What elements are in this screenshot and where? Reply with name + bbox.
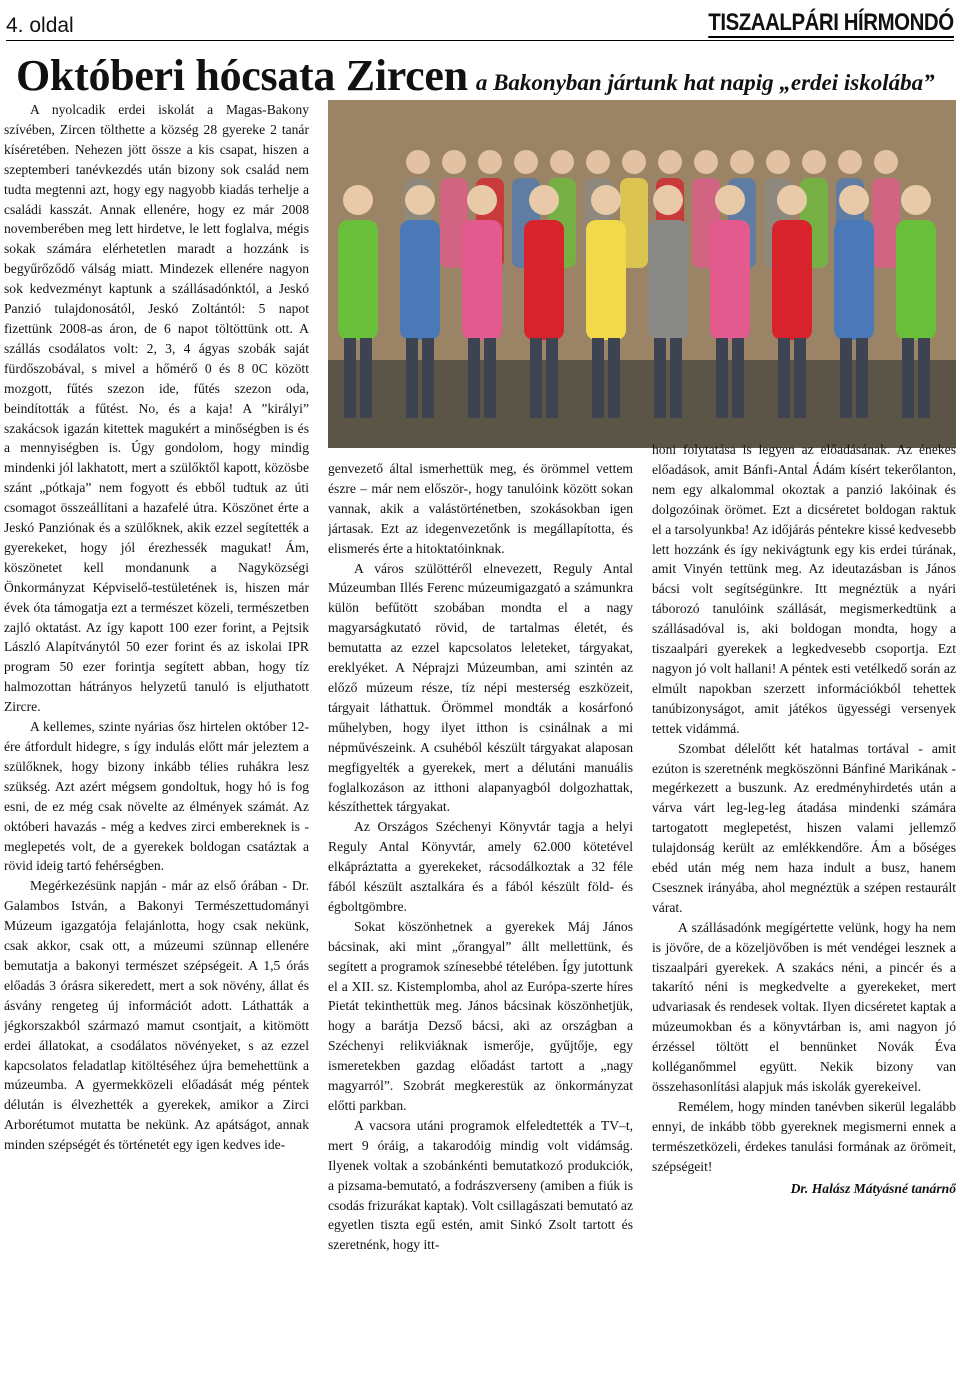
child-leg: [484, 338, 496, 418]
child-head: [694, 150, 718, 174]
child-figure: [896, 220, 936, 340]
article-title: Októberi hócsata Zircen: [16, 51, 468, 100]
child-head: [839, 185, 869, 215]
author-signature: Dr. Halász Mátyásné tanárnő: [790, 1180, 956, 1196]
newspaper-masthead: TISZAALPÁRI HÍRMONDÓ: [708, 9, 954, 36]
child-leg: [654, 338, 666, 418]
paragraph: Az Országos Széchenyi Könyvtár tagja a helyi Reguly Antal Könyvtár, amely 62.000 kötetével elkápráztatta a gyerekeket, rácsodálkoztak a 32 féle fából készült asztalkára és a fából készült föld- és égboltgömbre.: [328, 819, 633, 914]
paragraph: A kellemes, szinte nyárias ősz hirtelen október 12-ére átfordult hidegre, s így indulás előtt már jeleztem a szülőknek, hogy bizony inkább télies ruhákra lesz szükség. Azt azért mégsem gondoltuk, hogy hó is fog esni, de ez még csak növelte az élmények számát. Az októberi havazás - még a kedves zirci embereknek is - meglepetés volt, de a gyerekek boldogan csatáztak a rövid ideig tartó fehérségben.: [4, 719, 309, 874]
page-number: 4. oldal: [6, 14, 74, 37]
child-head: [550, 150, 574, 174]
child-head: [478, 150, 502, 174]
child-head: [715, 185, 745, 215]
paragraph: A vacsora utáni programok elfeledtették a TV–t, mert 9 óráig, a takarodóig mindig volt vidámság. Ilyenek voltak a szobánkénti bemutatkozó produkciók, a pizsama-bemutató, a fodrászverseny (amiben a fiúk is csodás frizurákat kaptak). Volt csillagászati bemutató az egyetlen tiszta egű estén, amit Sinkó Zsolt tartott és szeretnénk, hogy itt-: [328, 1117, 633, 1253]
child-head: [766, 150, 790, 174]
child-head: [802, 150, 826, 174]
child-head: [529, 185, 559, 215]
child-leg: [794, 338, 806, 418]
child-leg: [422, 338, 434, 418]
child-head: [514, 150, 538, 174]
paragraph: honi folytatása is legyen az előadásának. Az énekes előadások, amit Bánfi-Antal Ádám kísért tekerőlanton, nem egy alkalommal okoztak a panzió lakóinak és dolgozóinak örömet. Ezt a dicséretet boldogan raktuk el a tarsolyunkba! Az időjárás péntekre kissé kedvesebb lett hozzánk és így nekivágtunk egy kis erdei túrának, amit Vinyén tettünk meg. Az ideutazásban is János bácsi volt segítségünkre. Itt megnéztük a nyári táborozó tanulóink szállását, megismerkedtünk a szállásadóval is, aki boldogan mondta, hogy a tiszaalpári gyerekek a legkedvesebb csoportja. Ezt nagyon jó volt hallani! A péntek esti vetélkedő során az elmúlt napokban szerzett információkból tehettek tanúbizonyságot, amit játékos ügyességi versenyek tettek vidámmá.: [652, 442, 956, 736]
child-leg: [918, 338, 930, 418]
article-subtitle: a Bakonyban jártunk hat napig „erdei iskolába”: [475, 70, 935, 95]
child-figure: [400, 220, 440, 340]
child-head: [874, 150, 898, 174]
article-column-2: [328, 459, 633, 1396]
article-headline: [16, 50, 956, 101]
paragraph: Sokat köszönhetnek a gyerekek Máj János bácsinak, aki mint „őrangyal” állt mellettünk, és segített a programok színesebbé tételében. Így jutottunk el a XII. sz. Kistemplomba, ahol az Európa-szerte híres Pietát tekinthettük meg. János bácsinak köszönhetjük, hogy a barátja Dezső bácsi, aki az országban a Széchenyi relikviáknak ismerője, gyűjtője, egy ismeretekben gazdag előadást tartott a „nagy magyarról”. Szobrát megkerestük az önkormányzat előtti parkban.: [328, 918, 633, 1113]
child-head: [442, 150, 466, 174]
article-column-3: [652, 440, 956, 1396]
child-leg: [608, 338, 620, 418]
child-leg: [840, 338, 852, 418]
article-column-1: [4, 100, 309, 1396]
child-head: [467, 185, 497, 215]
child-head: [343, 185, 373, 215]
child-leg: [856, 338, 868, 418]
child-leg: [902, 338, 914, 418]
child-head: [591, 185, 621, 215]
child-figure: [524, 220, 564, 340]
child-head: [622, 150, 646, 174]
child-head: [406, 150, 430, 174]
child-figure: [710, 220, 750, 340]
page-header: [6, 10, 954, 41]
group-photo: [328, 100, 956, 448]
child-head: [586, 150, 610, 174]
paragraph: A szállásadónk megígértette velünk, hogy ha nem is jövőre, de a közeljövőben is mét vendégei lesznek a tiszaalpári gyerekek. A szakács néni, a pincér és a takarító néni is megkedvelte a gyerekeket, mert udvariasak és rendesek voltak. Ilyen dicséretet kaptak a múzeumokban és a könyvtárban is, ami nagyon jó érzéssel töltött el bennünket Novák Éva kolléganőmmel együtt. Nekik bizony van összehasonlítási alapjuk más iskolák gyerekeivel.: [652, 919, 956, 1094]
child-figure: [338, 220, 378, 340]
child-head: [777, 185, 807, 215]
child-leg: [344, 338, 356, 418]
child-figure: [834, 220, 874, 340]
child-leg: [468, 338, 480, 418]
child-head: [405, 185, 435, 215]
child-leg: [546, 338, 558, 418]
paragraph: A város szülöttéről elnevezett, Reguly Antal Múzeumban Illés Ferenc múzeumigazgató a számunkra külön befűtött szobában mondta el a nagy magyarságkutató rövid, de tartalmas életét, és bemutatta az ezzel kapcsolatos leleteket, tárgyakat, ereklyéket. A Néprajzi Múzeumban, ami szintén az előző múzeum része, tíz népi mesterség eszközeit, tárgyait láthattuk. Örömmel mondták a kosárfonó műhelyben, hogy ilyet itthon is csinálnak a mi népművészeink. A csuhéból készült tárgyakat alaposan megfigyelték a gyerekek, mert a délutáni manuális foglalkozáson az itthoni alapanyagból dolgozhattak, készíthettek tárgyakat.: [328, 560, 633, 815]
child-figure: [462, 220, 502, 340]
paragraph: genvezető által ismerhettük meg, és örömmel vettem észre – már nem először-, hogy tanulóink között sokan vannak, akik a valástörténetben, szokásokban igen jártasak. Ezt az idegenvezetőnk is megállapította, és elismerés érte a hitoktatóinknak.: [328, 461, 633, 556]
child-figure: [586, 220, 626, 340]
child-leg: [716, 338, 728, 418]
child-head: [653, 185, 683, 215]
child-leg: [670, 338, 682, 418]
child-head: [901, 185, 931, 215]
child-figure: [772, 220, 812, 340]
child-head: [838, 150, 862, 174]
children-group-photo-illustration: [328, 100, 956, 448]
child-leg: [732, 338, 744, 418]
child-leg: [778, 338, 790, 418]
paragraph: Szombat délelőtt két hatalmas tortával - amit ezúton is szeretnénk megköszönni Bánfiné Marikának - megérkezett a buszunk. Az eredményhirdetés után a várva várt leg-leg-leg átadása mindenki számára tartogatott meglepetést, hiszen valami jellemző tulajdonság került az emlékkendőre. Ám a bőséges ebéd után még nem haza indult a busz, hanem Csesznek irányába, ahol megnéztük a szépen restaurált várat.: [652, 740, 956, 915]
child-figure: [648, 220, 688, 340]
child-head: [730, 150, 754, 174]
paragraph: A nyolcadik erdei iskolát a Magas-Bakony szívében, Zircen tölthette a község 28 gyereke 2 tanár kíséretében. Nehezen jött össze a kis csapat, hiszen a szeptemberi tanévkezdés után bizony sok család nem tudta megtenni azt, hogy egy nagyobb kiadás terhelje a családi kasszát. Annak ellenére, hogy ez már 2008 novemberében meg lett hirdetve, le lett foglalva, mégis sokak számára elérhetetlen maradt a hozzánk is begyűrőződő válság miatt. Mindezek ellenére nagyon sok kedvezményt kaptunk a szállásadónktól, a Jeskó Panzió tulajdonosától, Jeskó Zoltántól: 5 napot fizettünk 2008-as áron, de 6 napot töltöttünk ott. A szállás csodálatos volt: 2, 3, 4 ágyas szobák saját fürdőszobával, s mivel a hőmérő 0 és 8 0C között mozgott, fűtés szezon ide, fűtés szezon oda, beindították a fűtést. No, és a kaja! A ”királyi” szakácsok igazán kitettek magukért a minőségben is és a mennyiségben is. Úgy gondolom, hogy mindig mindenki jól lakhatott, mert a szülőktől kapott, közösbe szánt „pótkaja” nem fogyott és ebből tudtuk az úti csomagot összeállítani a hazafelé útra. Köszönet érte a Jeskó Panziónak és a szülőknek, akik ezzel segítették a gyerekeket, hogy jól érezhessék magukat! Ám, köszönetet kell mondanunk a Nagyközségi Önkormányzat Képviselő-testületének is, hiszen már évek óta támogatja ezt a természet közeli, természetben zajló oktatást. Az így kapott 100 ezer forint, a Pejtsik László Alapítványtól 50 ezer forint és az iskolai IPR program 50 ezer forintja segített abban, hogy tíz halmozottan hátrányos helyzetű tanuló is eljuthatott Zircre.: [4, 102, 309, 715]
child-figure: [872, 178, 900, 268]
child-leg: [592, 338, 604, 418]
paragraph: Megérkezésünk napján - már az első órában - Dr. Galambos István, a Bakonyi Természettudományi Múzeum igazgatója felajánlotta, hogy csak nekünk, csak akkor, csak ott, a múzeumi szünnap ellenére bemutatja a bakonyi természet szépségeit. A 1,5 órás előadás 3 órásra sikeredett, mert a sok növény, állat és ásvány rengeteg új információt adott. Láthatták a jégkorszakból származó mamut csontjait, a kitömött erdei állatokat, a csodálatos növényeket, s az ezzel kapcsolatos feladatlap kitöltéséhez újra bemehettünk a múzeumba. A gyermekközeli előadását még péntek délután is élvezhették a gyerekek, amikor a Zirci Arborétumot mutatta be nekünk. Az apátságot, annak minden szépségét és történetét egy igen kedves ide-: [4, 878, 309, 1153]
child-leg: [530, 338, 542, 418]
paragraph: Remélem, hogy minden tanévben sikerül legalább ennyi, de inkább több gyereknek megismerni ennek a természetközeli, érdekes tanulási formának az örömeit, szépségeit!: [652, 1098, 956, 1174]
child-head: [658, 150, 682, 174]
child-leg: [406, 338, 418, 418]
child-leg: [360, 338, 372, 418]
